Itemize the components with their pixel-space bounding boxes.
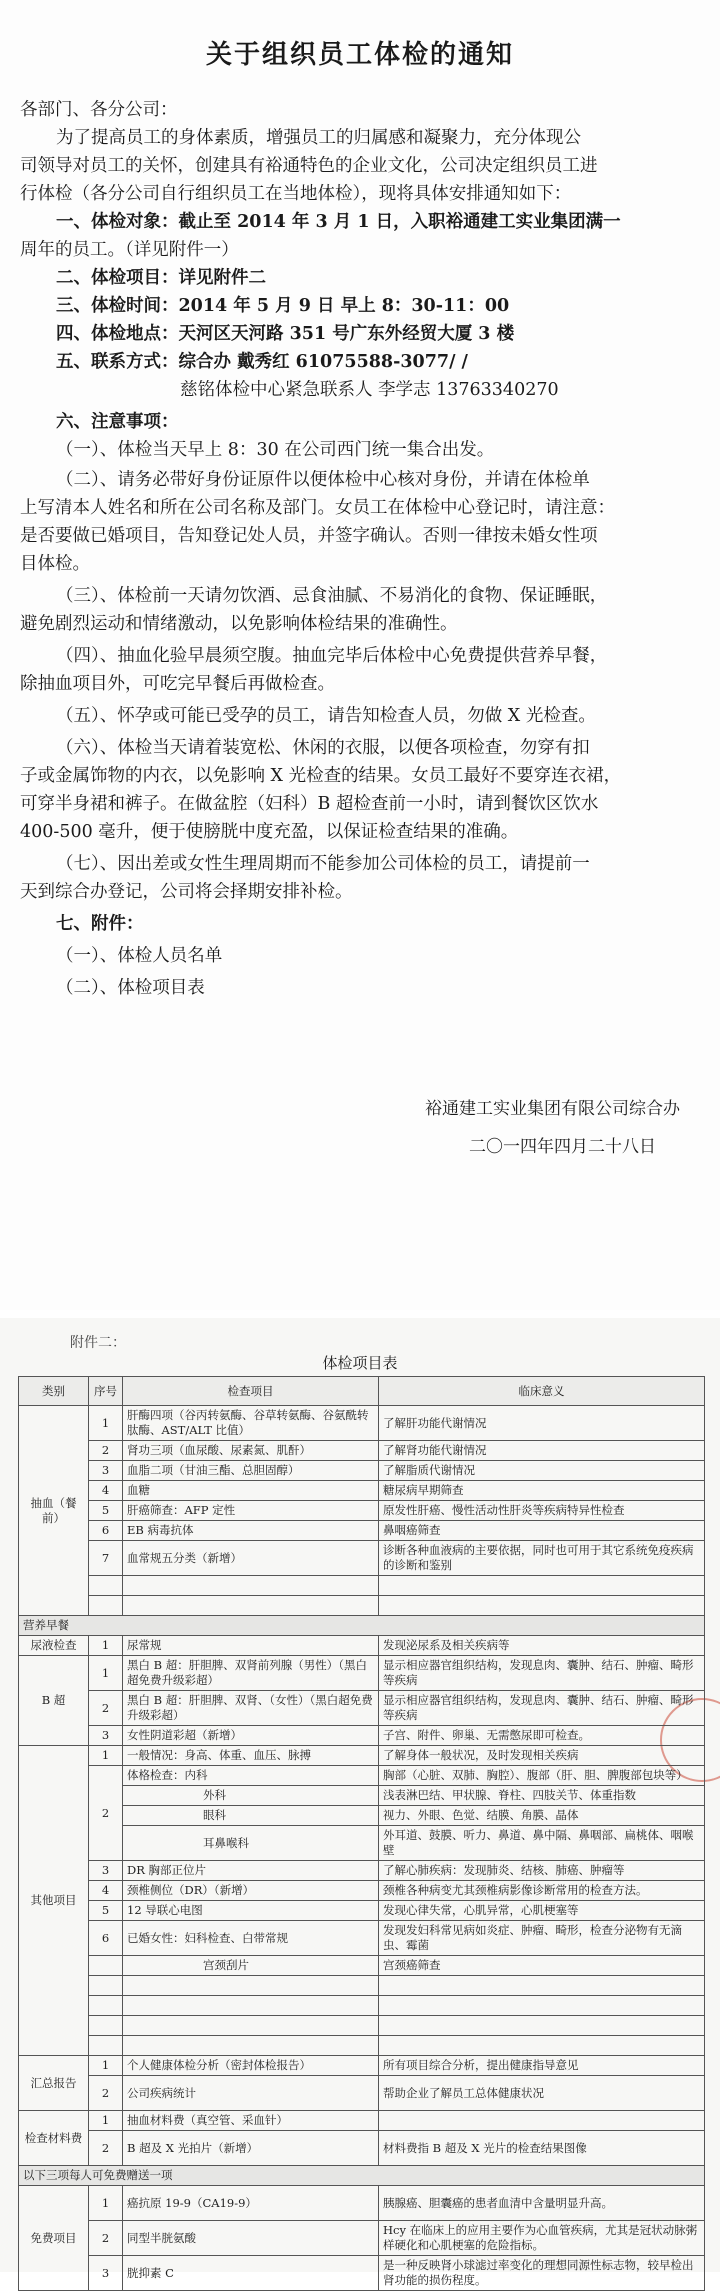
- item-cell: 眼科: [123, 1806, 379, 1826]
- number-cell: 1: [89, 2186, 123, 2221]
- meaning-cell: [379, 1976, 705, 1996]
- meaning-cell: [379, 2016, 705, 2036]
- table-row: [19, 1901, 705, 1921]
- meaning-cell: 了解脂质代谢情况: [379, 1461, 705, 1481]
- item-cell: 一般情况：身高、体重、血压、脉搏: [123, 1746, 379, 1766]
- salutation: 各部门、各分公司：: [20, 100, 178, 120]
- meaning-cell: 鼻咽癌筛查: [379, 1521, 705, 1541]
- number-cell: 1: [89, 1636, 123, 1656]
- section-row: [19, 1616, 705, 1636]
- number-cell: 1: [89, 1656, 123, 1691]
- meaning-cell: [379, 1996, 705, 2016]
- section-row: [19, 2166, 705, 2186]
- note-line: （三）、体检前一天请勿饮酒、忌食油腻、不易消化的食物、保证睡眠，: [56, 586, 608, 606]
- meaning-cell: 子宫、附件、卵巢、无需憋尿即可检查。: [379, 1726, 705, 1746]
- number-cell: 3: [89, 1861, 123, 1881]
- intro-line: 司领导对员工的关怀，创建具有裕通特色的企业文化，公司决定组织员工进: [20, 156, 598, 176]
- table-row: [19, 1501, 705, 1521]
- number-cell: 2: [89, 1691, 123, 1726]
- table-row: [19, 1441, 705, 1461]
- meaning-cell: 糖尿病早期筛查: [379, 1481, 705, 1501]
- meaning-cell: 材料费指 B 超及 X 光片的检查结果图像: [379, 2131, 705, 2166]
- meaning-cell: 发现泌尿系及相关疾病等: [379, 1636, 705, 1656]
- item-cell: [123, 2016, 379, 2036]
- number-cell: [89, 1996, 123, 2016]
- item-cell: DR 胸部正位片: [123, 1861, 379, 1881]
- number-cell: 4: [89, 1881, 123, 1901]
- table-row: [19, 2131, 705, 2166]
- number-cell: 2: [89, 1441, 123, 1461]
- meaning-cell: 了解身体一般状况，及时发现相关疾病: [379, 1746, 705, 1766]
- meaning-cell: 原发性肝癌、慢性活动性肝炎等疾病特异性检查: [379, 1501, 705, 1521]
- item-cell: 公司疾病统计: [123, 2076, 379, 2111]
- item-cell: 已婚女性：妇科检查、白带常规: [123, 1921, 379, 1956]
- table-row: [19, 2221, 705, 2256]
- meaning-cell: 了解肝功能代谢情况: [379, 1406, 705, 1441]
- item-cell: 颈椎侧位（DR）（新增）: [123, 1881, 379, 1901]
- meaning-cell: 外耳道、鼓膜、听力、鼻道、鼻中隔、鼻咽部、扁桃体、咽喉壁: [379, 1826, 705, 1861]
- number-cell: 3: [89, 1726, 123, 1746]
- item-cell: 宫颈刮片: [123, 1956, 379, 1976]
- meaning-cell: Hcy 在临床上的应用主要作为心血管疾病，尤其是冠状动脉粥样硬化和心肌梗塞的危险指标。: [379, 2221, 705, 2256]
- item-cell: [123, 1596, 379, 1616]
- item-cell: 血糖: [123, 1481, 379, 1501]
- table-row: [19, 2036, 705, 2056]
- number-cell: 2: [89, 2221, 123, 2256]
- table-row: [19, 1691, 705, 1726]
- note-line: （一）、体检当天早上 8：30 在公司西门统一集合出发。: [56, 440, 495, 460]
- note-line: （五）、怀孕或可能已受孕的员工，请告知检查人员，勿做 X 光检查。: [56, 706, 596, 726]
- item-cell: 女性阴道彩超（新增）: [123, 1726, 379, 1746]
- item-cell: [123, 1576, 379, 1596]
- category-cell: 免费项目: [19, 2186, 89, 2291]
- number-cell: 3: [89, 1461, 123, 1481]
- col-header-category: 类别: [19, 1377, 89, 1406]
- table-header-row: [19, 1377, 705, 1406]
- table-row: [19, 1406, 705, 1441]
- table-row: [19, 1481, 705, 1501]
- intro-line: 为了提高员工的身体素质，增强员工的归属感和凝聚力，充分体现公: [56, 128, 581, 148]
- meaning-cell: [379, 1576, 705, 1596]
- item-cell: 癌抗原 19-9（CA19-9）: [123, 2186, 379, 2221]
- table-row: [19, 1976, 705, 1996]
- intro-line: 行体检（各分公司自行组织员工在当地体检），现将具体安排通知如下：: [20, 184, 572, 204]
- item-cell: [123, 1996, 379, 2016]
- table-row: [19, 1881, 705, 1901]
- category-cell: 抽血（餐前）: [19, 1406, 89, 1616]
- table-row: [19, 1636, 705, 1656]
- table-row: [19, 2186, 705, 2221]
- note-line: 天到综合办登记，公司将会择期安排补检。: [20, 882, 353, 902]
- attachment-item: （一）、体检人员名单: [56, 946, 223, 966]
- note-line: 避免剧烈运动和情绪激动，以免影响体检结果的准确性。: [20, 614, 458, 634]
- number-cell: 7: [89, 1541, 123, 1576]
- col-header-item: 检查项目: [123, 1377, 379, 1406]
- item-cell: 个人健康体检分析（密封体检报告）: [123, 2056, 379, 2076]
- table-row: [19, 2256, 705, 2291]
- item-cell: 体格检查：内科: [123, 1766, 379, 1786]
- item-line: 周年的员工。（详见附件一）: [20, 240, 239, 260]
- item-cell: 耳鼻喉科: [123, 1826, 379, 1861]
- item-cell: 12 导联心电图: [123, 1901, 379, 1921]
- number-cell: 1: [89, 1746, 123, 1766]
- col-header-meaning: 临床意义: [379, 1377, 705, 1406]
- category-cell: B 超: [19, 1656, 89, 1746]
- meaning-cell: 是一种反映肾小球滤过率变化的理想同源性标志物，较早检出肾功能的损伤程度。: [379, 2256, 705, 2291]
- item-cell: 尿常规: [123, 1636, 379, 1656]
- item-cell: [123, 2036, 379, 2056]
- number-cell: [89, 1596, 123, 1616]
- note-line: 除抽血项目外，可吃完早餐后再做检查。: [20, 674, 335, 694]
- table-row: [19, 2076, 705, 2111]
- meaning-cell: 了解肾功能代谢情况: [379, 1441, 705, 1461]
- note-line: （二）、请务必带好身份证原件以便体检中心核对身份，并请在体检单: [56, 470, 590, 490]
- number-cell: [89, 1956, 123, 1976]
- note-line: （六）、体检当天请着装宽松、休闲的衣服，以便各项检查，勿穿有扣: [56, 738, 590, 758]
- table-row: [19, 1726, 705, 1746]
- meaning-cell: 颈椎各种病变尤其颈椎病影像诊断常用的检查方法。: [379, 1881, 705, 1901]
- appendix-label: 附件二：: [70, 1335, 126, 1351]
- number-cell: 1: [89, 2056, 123, 2076]
- item-line: 三、体检时间：2014 年 5 月 9 日 早上 8：30-11：00: [56, 296, 510, 316]
- number-cell: 1: [89, 1406, 123, 1441]
- col-header-number: 序号: [89, 1377, 123, 1406]
- number-cell: 1: [89, 2111, 123, 2131]
- note-line: 目体检。: [20, 554, 90, 574]
- number-cell: 2: [89, 2131, 123, 2166]
- item-cell: 肾功三项（血尿酸、尿素氮、肌酐）: [123, 1441, 379, 1461]
- item-cell: 肝酶四项（谷丙转氨酶、谷草转氨酶、谷氨酰转肽酶、AST/ALT 比值）: [123, 1406, 379, 1441]
- signature-date: 二〇一四年四月二十八日: [469, 1137, 656, 1157]
- table-row: [19, 1746, 705, 1766]
- appendix-page: [0, 1318, 720, 2287]
- attachment-item: （二）、体检项目表: [56, 978, 205, 998]
- signature-org: 裕通建工实业集团有限公司综合办: [425, 1099, 680, 1119]
- note-line: 上写清本人姓名和所在公司名称及部门。女员工在体检中心登记时，请注意：: [20, 498, 615, 518]
- item-cell: [123, 1976, 379, 1996]
- table-row: [19, 1921, 705, 1956]
- item-cell: 黑白 B 超：肝胆脾、双肾前列腺（男性）（黑白超免费升级彩超）: [123, 1656, 379, 1691]
- table-row: [19, 1766, 705, 1786]
- notes-heading: 六、注意事项：: [56, 412, 179, 432]
- item-cell: B 超及 X 光拍片（新增）: [123, 2131, 379, 2166]
- item-line: 慈铭体检中心紧急联系人 李学志 13763340270: [180, 380, 559, 400]
- note-line: 400-500 毫升，便于使膀胱中度充盈，以保证检查结果的准确。: [20, 822, 519, 842]
- note-line: 可穿半身裙和裤子。在做盆腔（妇科）B 超检查前一小时，请到餐饮区饮水: [20, 794, 599, 814]
- number-cell: [89, 2016, 123, 2036]
- item-cell: 抽血材料费（真空管、采血针）: [123, 2111, 379, 2131]
- meaning-cell: 视力、外眼、色觉、结膜、角膜、晶体: [379, 1806, 705, 1826]
- item-cell: 胱抑素 C: [123, 2256, 379, 2291]
- meaning-cell: 所有项目综合分析，提出健康指导意见: [379, 2056, 705, 2076]
- table-row: [19, 1956, 705, 1976]
- table-row: [19, 1861, 705, 1881]
- meaning-cell: 显示相应器官组织结构，发现息肉、囊肿、结石、肿瘤、畸形等疾病: [379, 1691, 705, 1726]
- item-cell: 外科: [123, 1786, 379, 1806]
- table-row: [19, 1576, 705, 1596]
- attachments-heading: 七、附件：: [56, 914, 144, 934]
- meaning-cell: [379, 2111, 705, 2131]
- table-row: [19, 1461, 705, 1481]
- category-cell: 其他项目: [19, 1746, 89, 2056]
- item-cell: 同型半胱氨酸: [123, 2221, 379, 2256]
- number-cell: 6: [89, 1921, 123, 1956]
- item-line: 四、体检地点：天河区天河路 351 号广东外经贸大厦 3 楼: [56, 324, 515, 344]
- note-line: 子或金属饰物的内衣，以免影响 X 光检查的结果。女员工最好不要穿连衣裙，: [20, 766, 622, 786]
- meaning-cell: 显示相应器官组织结构，发现息肉、囊肿、结石、肿瘤、畸形等疾病: [379, 1656, 705, 1691]
- meaning-cell: [379, 1596, 705, 1616]
- meaning-cell: 宫颈癌筛查: [379, 1956, 705, 1976]
- number-cell: 3: [89, 2256, 123, 2291]
- category-cell: 汇总报告: [19, 2056, 89, 2111]
- meaning-cell: 胸部（心脏、双肺、胸腔）、腹部（肝、胆、脾腹部包块等）: [379, 1766, 705, 1786]
- section-label: 以下三项每人可免费赠送一项: [19, 2166, 705, 2186]
- section-label: 营养早餐: [19, 1616, 705, 1636]
- table-row: [19, 1656, 705, 1691]
- exam-items-table: [18, 1376, 705, 2291]
- number-cell: 6: [89, 1521, 123, 1541]
- appendix-title: 体检项目表: [322, 1354, 398, 1372]
- notice-title: 关于组织员工体检的通知: [205, 40, 514, 70]
- meaning-cell: 胰腺癌、胆囊癌的患者血清中含量明显升高。: [379, 2186, 705, 2221]
- table-row: [19, 2056, 705, 2076]
- meaning-cell: [379, 2036, 705, 2056]
- note-line: （七）、因出差或女性生理周期而不能参加公司体检的员工，请提前一: [56, 854, 590, 874]
- number-cell: 5: [89, 1901, 123, 1921]
- item-cell: EB 病毒抗体: [123, 1521, 379, 1541]
- item-line: 二、体检项目：详见附件二: [56, 268, 266, 288]
- item-cell: 肝癌筛查：AFP 定性: [123, 1501, 379, 1521]
- meaning-cell: 发现发妇科常见病如炎症、肿瘤、畸形，检查分泌物有无滴虫、霉菌: [379, 1921, 705, 1956]
- meaning-cell: 诊断各种血液病的主要依据，同时也可用于其它系统免疫疾病的诊断和鉴别: [379, 1541, 705, 1576]
- table-row: [19, 2016, 705, 2036]
- meaning-cell: 发现心律失常，心肌异常，心肌梗塞等: [379, 1901, 705, 1921]
- item-cell: 血脂二项（甘油三酯、总胆固醇）: [123, 1461, 379, 1481]
- meaning-cell: 帮助企业了解员工总体健康状况: [379, 2076, 705, 2111]
- number-cell: 2: [89, 1766, 123, 1861]
- meaning-cell: 浅表淋巴结、甲状腺、脊柱、四肢关节、体重指数: [379, 1786, 705, 1806]
- table-row: [19, 1541, 705, 1576]
- note-line: （四）、抽血化验早晨须空腹。抽血完毕后体检中心免费提供营养早餐，: [56, 646, 608, 666]
- number-cell: 5: [89, 1501, 123, 1521]
- number-cell: [89, 1976, 123, 1996]
- table-row: [19, 1521, 705, 1541]
- item-line: 一、体检对象：截止至 2014 年 3 月 1 日，入职裕通建工实业集团满一: [56, 212, 621, 232]
- item-cell: 黑白 B 超：肝胆脾、双肾、（女性）（黑白超免费升级彩超）: [123, 1691, 379, 1726]
- number-cell: 4: [89, 1481, 123, 1501]
- item-line: 五、联系方式：综合办 戴秀红 61075588-3077/ /: [56, 352, 468, 372]
- number-cell: [89, 1576, 123, 1596]
- item-cell: 血常规五分类（新增）: [123, 1541, 379, 1576]
- table-row: [19, 1596, 705, 1616]
- meaning-cell: 了解心肺疾病：发现肺炎、结核、肺癌、肿瘤等: [379, 1861, 705, 1881]
- number-cell: [89, 2036, 123, 2056]
- number-cell: 2: [89, 2076, 123, 2111]
- table-row: [19, 1996, 705, 2016]
- note-line: 是否要做已婚项目，告知登记处人员，并签字确认。否则一律按未婚女性项: [20, 526, 598, 546]
- category-cell: 尿液检查: [19, 1636, 89, 1656]
- table-row: [19, 2111, 705, 2131]
- category-cell: 检查材料费: [19, 2111, 89, 2166]
